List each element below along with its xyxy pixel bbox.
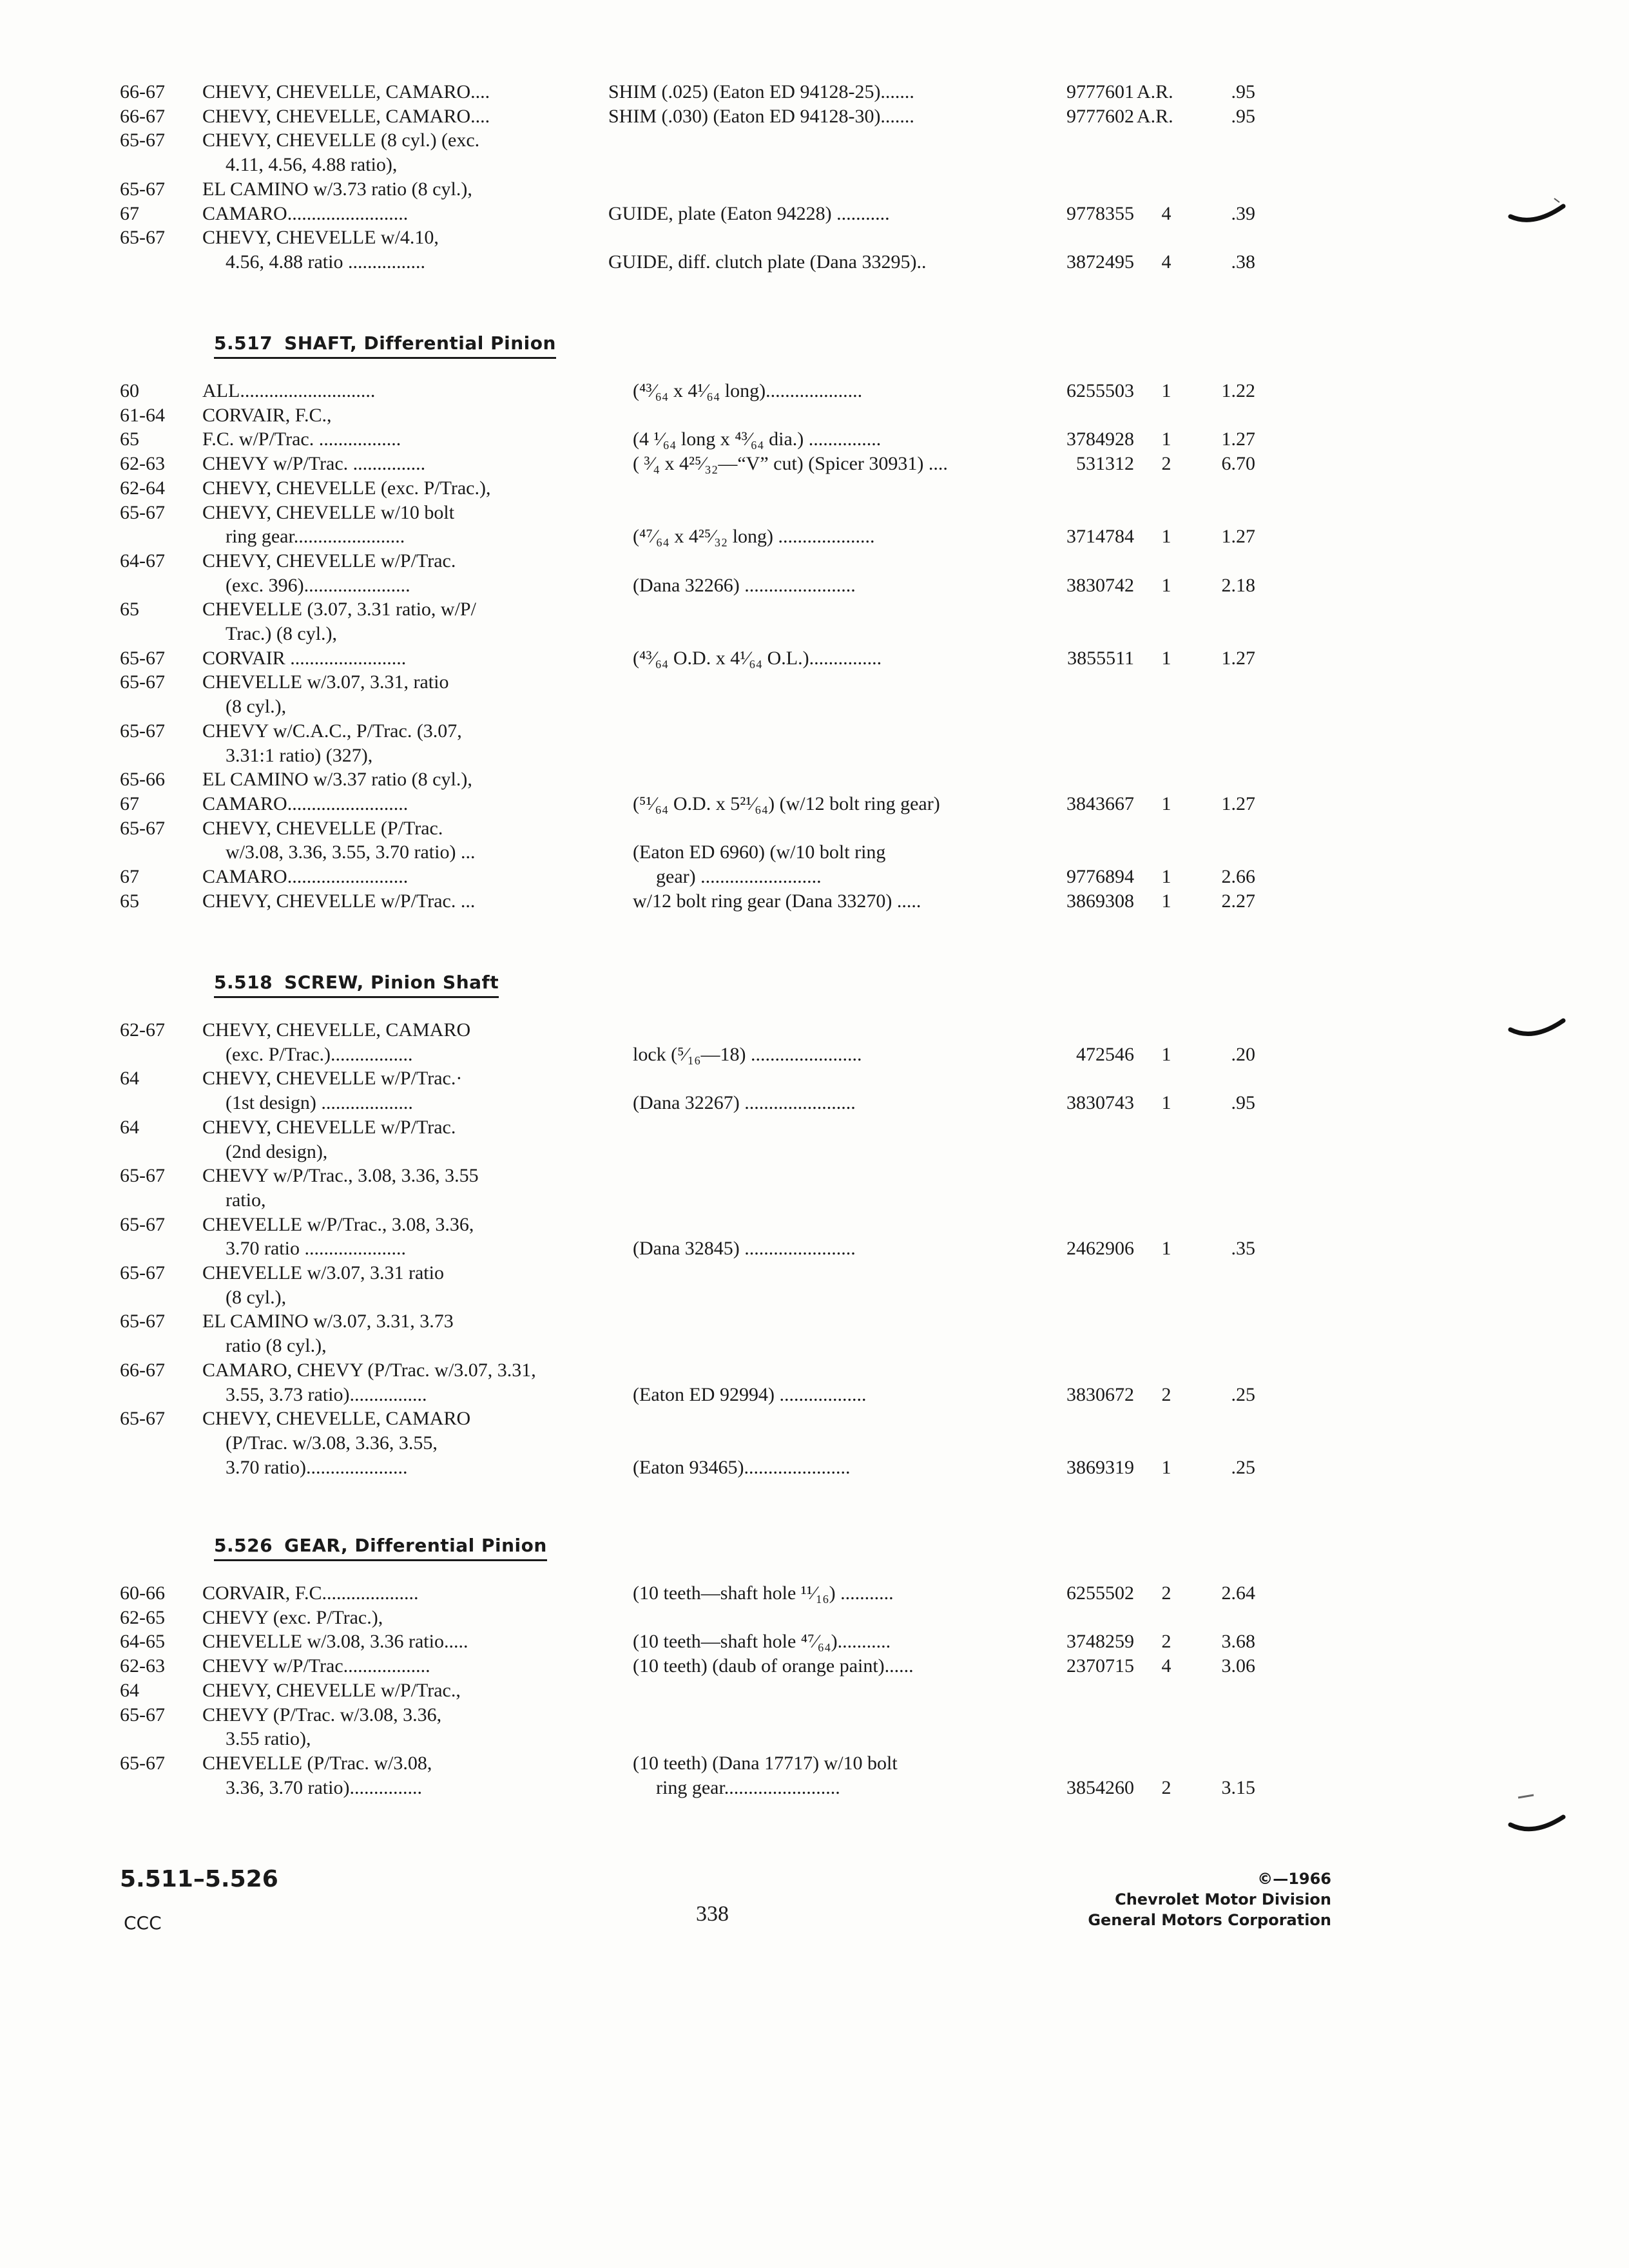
price-cell: 1.27	[1221, 526, 1255, 548]
parts-row	[0, 403, 1629, 428]
price-cell: 2.18	[1221, 574, 1255, 596]
quantity-cell: 1	[1161, 866, 1171, 887]
part-number-cell: 9777601	[1066, 81, 1134, 102]
parts-row	[0, 1776, 1629, 1800]
quantity-cell: 2	[1161, 1383, 1171, 1405]
year-cell: 65-66	[120, 769, 165, 791]
quantity-cell: 4	[1161, 1655, 1171, 1677]
parts-row	[0, 1383, 1629, 1407]
parts-row	[0, 1456, 1629, 1480]
price-cell: 1.22	[1221, 380, 1255, 401]
application-cell: CHEVY w/C.A.C., P/Trac. (3.07,	[202, 720, 462, 742]
description-cell: lock (⁵⁄₁₆—18) .......................	[633, 1043, 862, 1065]
application-cell: CHEVY w/P/Trac., 3.08, 3.36, 3.55	[202, 1165, 479, 1187]
parts-row	[0, 153, 1629, 177]
parts-row	[0, 816, 1629, 841]
parts-row	[0, 1140, 1629, 1164]
year-cell: 67	[120, 866, 139, 887]
year-cell: 65-67	[120, 130, 165, 151]
description-cell: (Eaton 93465)......................	[633, 1456, 851, 1478]
description-cell: gear) .........................	[656, 866, 822, 887]
quantity-cell: 1	[1161, 890, 1171, 912]
parts-row	[0, 128, 1629, 153]
year-cell: 64	[120, 1679, 139, 1701]
parts-row	[0, 840, 1629, 865]
scan-mark-3	[1508, 1791, 1566, 1843]
application-cell: (8 cyl.),	[226, 696, 287, 718]
parts-row	[0, 1066, 1629, 1091]
part-number-cell: 3830743	[1066, 1092, 1134, 1114]
parts-row	[0, 1236, 1629, 1261]
parts-row	[0, 767, 1629, 792]
application-cell: ring gear.......................	[226, 526, 405, 548]
year-cell: 66-67	[120, 81, 165, 102]
price-cell: 3.15	[1221, 1776, 1255, 1798]
year-cell: 62-65	[120, 1606, 165, 1628]
application-cell: ratio,	[226, 1189, 266, 1211]
corporation-name: General Motors Corporation	[1088, 1911, 1331, 1929]
parts-row	[0, 1751, 1629, 1776]
description-cell: (10 teeth) (Dana 17717) w/10 bolt	[633, 1752, 898, 1774]
quantity-cell: 2	[1161, 1776, 1171, 1798]
price-cell: 2.27	[1221, 890, 1255, 912]
application-cell: EL CAMINO w/3.37 ratio (8 cyl.),	[202, 769, 472, 791]
year-cell: 65-67	[120, 671, 165, 693]
price-cell: 2.66	[1221, 866, 1255, 887]
year-cell: 65-67	[120, 817, 165, 839]
price-cell: 3.68	[1221, 1631, 1255, 1653]
application-cell: 3.31:1 ratio) (327),	[226, 744, 373, 766]
price-cell: .95	[1231, 81, 1255, 102]
year-cell: 60-66	[120, 1582, 165, 1604]
scan-mark-2	[1508, 1012, 1566, 1050]
year-cell: 65-67	[120, 1752, 165, 1774]
year-cell: 65-67	[120, 501, 165, 523]
quantity-cell: 4	[1161, 202, 1171, 224]
description-cell: (⁴³⁄₆₄ O.D. x 4¹⁄₆₄ O.L.)...............	[633, 647, 882, 669]
application-cell: ratio (8 cyl.),	[226, 1335, 327, 1357]
quantity-cell: 1	[1161, 574, 1171, 596]
year-cell: 61-64	[120, 404, 165, 426]
price-cell: 6.70	[1221, 453, 1255, 475]
description-cell: GUIDE, diff. clutch plate (Dana 33295)..	[608, 251, 927, 273]
application-cell: CAMARO, CHEVY (P/Trac. w/3.07, 3.31,	[202, 1359, 536, 1381]
parts-row	[0, 792, 1629, 816]
copyright-block	[1088, 1869, 1331, 1930]
quantity-cell: 1	[1161, 1092, 1171, 1114]
part-number-cell: 472546	[1076, 1043, 1134, 1065]
application-cell: CHEVELLE w/P/Trac., 3.08, 3.36,	[202, 1213, 474, 1235]
application-cell: CHEVY, CHEVELLE w/P/Trac. ...	[202, 890, 476, 912]
division-name: Chevrolet Motor Division	[1115, 1890, 1331, 1908]
parts-row	[0, 573, 1629, 598]
section-heading	[214, 330, 556, 359]
application-cell: CORVAIR ........................	[202, 647, 407, 669]
quantity-cell: 2	[1161, 453, 1171, 475]
parts-row	[0, 1285, 1629, 1310]
parts-row	[0, 104, 1629, 129]
parts-row	[0, 744, 1629, 768]
parts-row	[0, 1043, 1629, 1067]
quantity-cell: 1	[1161, 793, 1171, 814]
part-number-cell: 3714784	[1066, 526, 1134, 548]
price-cell: .95	[1231, 1092, 1255, 1114]
parts-row	[0, 549, 1629, 573]
parts-row	[0, 1018, 1629, 1043]
application-cell: CHEVELLE w/3.08, 3.36 ratio.....	[202, 1631, 468, 1653]
part-number-cell: 3855511	[1067, 647, 1134, 669]
application-cell: CHEVY (exc. P/Trac.),	[202, 1606, 383, 1628]
application-cell: CHEVY (P/Trac. w/3.08, 3.36,	[202, 1704, 442, 1725]
part-number-cell: 3748259	[1066, 1631, 1134, 1653]
quantity-cell: A.R.	[1137, 105, 1173, 127]
year-cell: 65-67	[120, 227, 165, 249]
application-cell: CHEVY, CHEVELLE (P/Trac.	[202, 817, 443, 839]
price-cell: 1.27	[1221, 793, 1255, 814]
catalog-code: CCC	[124, 1912, 162, 1934]
year-cell: 66-67	[120, 105, 165, 127]
application-cell: CHEVY, CHEVELLE w/10 bolt	[202, 501, 455, 523]
year-cell: 64-67	[120, 550, 165, 572]
year-cell: 62-63	[120, 1655, 165, 1677]
parts-row	[0, 597, 1629, 622]
part-number-cell: 9778355	[1066, 202, 1134, 224]
price-cell: 1.27	[1221, 428, 1255, 450]
part-number-cell: 3872495	[1066, 251, 1134, 273]
price-cell: .95	[1231, 105, 1255, 127]
section-title: SHAFT, Differential Pinion	[284, 332, 556, 354]
part-number-cell: 531312	[1076, 453, 1134, 475]
parts-row	[0, 1581, 1629, 1606]
price-cell: 3.06	[1221, 1655, 1255, 1677]
application-cell: (exc. P/Trac.).................	[226, 1043, 413, 1065]
application-cell: CORVAIR, F.C....................	[202, 1582, 419, 1604]
application-cell: CHEVY, CHEVELLE, CAMARO....	[202, 81, 490, 102]
application-cell: F.C. w/P/Trac. .................	[202, 428, 401, 450]
application-cell: CHEVY, CHEVELLE w/P/Trac.	[202, 1116, 456, 1138]
description-cell: (Dana 32845) .......................	[633, 1238, 856, 1260]
year-cell: 62-63	[120, 453, 165, 475]
application-cell: CHEVY, CHEVELLE w/4.10,	[202, 227, 439, 249]
parts-row	[0, 202, 1629, 226]
application-cell: (2nd design),	[226, 1140, 328, 1162]
application-cell: CHEVY, CHEVELLE w/P/Trac.·	[202, 1068, 463, 1090]
application-cell: ALL............................	[202, 380, 376, 401]
year-cell: 65-67	[120, 1213, 165, 1235]
quantity-cell: 1	[1161, 1456, 1171, 1478]
application-cell: CHEVELLE (3.07, 3.31 ratio, w/P/	[202, 599, 476, 620]
application-cell: CHEVY w/P/Trac..................	[202, 1655, 430, 1677]
quantity-cell: 1	[1161, 1238, 1171, 1260]
description-cell: (10 teeth) (daub of orange paint)......	[633, 1655, 914, 1677]
section-heading	[214, 969, 499, 998]
application-cell: CHEVY w/P/Trac. ...............	[202, 453, 426, 475]
part-number-cell: 6255503	[1066, 380, 1134, 401]
section-title: GEAR, Differential Pinion	[284, 1535, 547, 1556]
application-cell: CHEVELLE w/3.07, 3.31, ratio	[202, 671, 449, 693]
year-cell: 62-67	[120, 1019, 165, 1041]
application-cell: 3.55 ratio),	[226, 1728, 311, 1750]
parts-row	[0, 1727, 1629, 1751]
section-range: 5.511–5.526	[120, 1866, 278, 1892]
price-cell: .20	[1231, 1043, 1255, 1065]
year-cell: 65-67	[120, 720, 165, 742]
application-cell: 3.70 ratio .....................	[226, 1238, 406, 1260]
quantity-cell: 2	[1161, 1582, 1171, 1604]
quantity-cell: 1	[1161, 380, 1171, 401]
description-cell: (Eaton ED 6960) (w/10 bolt ring	[633, 841, 886, 863]
part-number-cell: 3854260	[1066, 1776, 1134, 1798]
application-cell: 4.11, 4.56, 4.88 ratio),	[226, 154, 398, 176]
description-cell: (⁵¹⁄₆₄ O.D. x 5²¹⁄₆₄) (w/12 bolt ring gear)	[633, 793, 940, 814]
description-cell: (Dana 32266) .......................	[633, 574, 856, 596]
description-cell: (⁴³⁄₆₄ x 4¹⁄₆₄ long)....................	[633, 380, 863, 401]
description-cell: ( ³⁄₄ x 4²⁵⁄₃₂—“V” cut) (Spicer 30931) ....	[633, 453, 948, 475]
application-cell: CHEVY, CHEVELLE w/P/Trac.	[202, 550, 456, 572]
section-number: 5.517	[214, 332, 273, 354]
year-cell: 65-67	[120, 1704, 165, 1725]
section-number: 5.526	[214, 1535, 273, 1556]
parts-row	[0, 1213, 1629, 1237]
application-cell: 3.55, 3.73 ratio)................	[226, 1383, 427, 1405]
part-number-cell: 9776894	[1066, 866, 1134, 887]
copyright-year: ©—1966	[1257, 1870, 1331, 1888]
description-cell: (10 teeth—shaft hole ¹¹⁄₁₆) ...........	[633, 1582, 894, 1604]
part-number-cell: 3843667	[1066, 793, 1134, 814]
part-number-cell: 3869319	[1066, 1456, 1134, 1478]
year-cell: 64	[120, 1068, 139, 1090]
scan-mark-1	[1508, 193, 1566, 232]
application-cell: 3.36, 3.70 ratio)...............	[226, 1776, 422, 1798]
parts-row	[0, 1629, 1629, 1654]
quantity-cell: 1	[1161, 428, 1171, 450]
application-cell: CAMARO.........................	[202, 202, 409, 224]
application-cell: w/3.08, 3.36, 3.55, 3.70 ratio) ...	[226, 841, 476, 863]
part-number-cell: 2462906	[1066, 1238, 1134, 1260]
year-cell: 67	[120, 793, 139, 814]
description-cell: ring gear........................	[656, 1776, 840, 1798]
parts-row	[0, 1606, 1629, 1630]
application-cell: CHEVY, CHEVELLE w/P/Trac.,	[202, 1679, 461, 1701]
quantity-cell: 1	[1161, 1043, 1171, 1065]
quantity-cell: 4	[1161, 251, 1171, 273]
description-cell: GUIDE, plate (Eaton 94228) ...........	[608, 202, 890, 224]
application-cell: EL CAMINO w/3.73 ratio (8 cyl.),	[202, 178, 472, 200]
application-cell: CHEVY, CHEVELLE, CAMARO	[202, 1019, 471, 1041]
parts-row	[0, 1164, 1629, 1188]
parts-row	[0, 80, 1629, 104]
year-cell: 66-67	[120, 1359, 165, 1381]
year-cell: 67	[120, 202, 139, 224]
parts-row	[0, 1703, 1629, 1727]
year-cell: 64-65	[120, 1631, 165, 1653]
application-cell: Trac.) (8 cyl.),	[226, 623, 338, 644]
price-cell: .35	[1231, 1238, 1255, 1260]
parts-row	[0, 501, 1629, 525]
year-cell: 62-64	[120, 477, 165, 499]
year-cell: 65-67	[120, 1165, 165, 1187]
description-cell: SHIM (.025) (Eaton ED 94128-25).......	[608, 81, 914, 102]
parts-row	[0, 1115, 1629, 1140]
year-cell: 64	[120, 1116, 139, 1138]
parts-row	[0, 622, 1629, 646]
year-cell: 65-67	[120, 647, 165, 669]
part-number-cell: 3869308	[1066, 890, 1134, 912]
parts-row	[0, 250, 1629, 274]
parts-row	[0, 226, 1629, 250]
application-cell: (8 cyl.),	[226, 1286, 287, 1308]
quantity-cell: 2	[1161, 1631, 1171, 1653]
section-heading	[214, 1532, 547, 1561]
application-cell: CORVAIR, F.C.,	[202, 404, 332, 426]
part-number-cell: 9777602	[1066, 105, 1134, 127]
description-cell: SHIM (.030) (Eaton ED 94128-30).......	[608, 105, 914, 127]
parts-row	[0, 719, 1629, 744]
description-cell: w/12 bolt ring gear (Dana 33270) .....	[633, 890, 921, 912]
parts-row	[0, 1091, 1629, 1115]
price-cell: .39	[1231, 202, 1255, 224]
parts-row	[0, 452, 1629, 476]
application-cell: (exc. 396)......................	[226, 574, 410, 596]
parts-row	[0, 427, 1629, 452]
price-cell: 1.27	[1221, 647, 1255, 669]
part-number-cell: 6255502	[1066, 1582, 1134, 1604]
price-cell: 2.64	[1221, 1582, 1255, 1604]
application-cell: 3.70 ratio).....................	[226, 1456, 408, 1478]
parts-row	[0, 1261, 1629, 1285]
year-cell: 65	[120, 890, 139, 912]
part-number-cell: 3830672	[1066, 1383, 1134, 1405]
application-cell: CHEVELLE w/3.07, 3.31 ratio	[202, 1262, 444, 1283]
parts-row	[0, 889, 1629, 914]
section-title: SCREW, Pinion Shaft	[284, 972, 499, 993]
application-cell: CHEVY, CHEVELLE, CAMARO	[202, 1408, 471, 1430]
parts-row	[0, 1188, 1629, 1213]
parts-row	[0, 865, 1629, 889]
application-cell: (1st design) ...................	[226, 1092, 413, 1114]
description-cell: (Eaton ED 92994) ..................	[633, 1383, 867, 1405]
part-number-cell: 3784928	[1066, 428, 1134, 450]
application-cell: (P/Trac. w/3.08, 3.36, 3.55,	[226, 1432, 438, 1454]
parts-row	[0, 1654, 1629, 1678]
quantity-cell: 1	[1161, 647, 1171, 669]
year-cell: 65-67	[120, 1408, 165, 1430]
description-cell: (⁴⁷⁄₆₄ x 4²⁵⁄₃₂ long) ....................	[633, 526, 875, 548]
parts-row	[0, 670, 1629, 695]
parts-row	[0, 1358, 1629, 1383]
year-cell: 60	[120, 380, 139, 401]
parts-row	[0, 177, 1629, 202]
application-cell: CAMARO.........................	[202, 866, 409, 887]
price-cell: .25	[1231, 1383, 1255, 1405]
year-cell: 65	[120, 599, 139, 620]
parts-row	[0, 1431, 1629, 1456]
part-number-cell: 2370715	[1066, 1655, 1134, 1677]
price-cell: .38	[1231, 251, 1255, 273]
application-cell: EL CAMINO w/3.07, 3.31, 3.73	[202, 1311, 454, 1332]
price-cell: .25	[1231, 1456, 1255, 1478]
parts-row	[0, 695, 1629, 719]
section-number: 5.518	[214, 972, 273, 993]
description-cell: (4 ¹⁄₆₄ long x ⁴³⁄₆₄ dia.) ...............	[633, 428, 882, 450]
parts-row	[0, 1309, 1629, 1334]
application-cell: CHEVY, CHEVELLE, CAMARO....	[202, 105, 490, 127]
quantity-cell: 1	[1161, 526, 1171, 548]
parts-row	[0, 1678, 1629, 1703]
parts-row	[0, 476, 1629, 501]
page-number: 338	[696, 1902, 729, 1926]
parts-row	[0, 524, 1629, 549]
year-cell: 65-67	[120, 1262, 165, 1283]
application-cell: CAMARO.........................	[202, 793, 409, 814]
parts-row	[0, 379, 1629, 403]
quantity-cell: A.R.	[1137, 81, 1173, 102]
part-number-cell: 3830742	[1066, 574, 1134, 596]
year-cell: 65-67	[120, 178, 165, 200]
parts-row	[0, 646, 1629, 671]
parts-row	[0, 1407, 1629, 1431]
description-cell: (Dana 32267) .......................	[633, 1092, 856, 1114]
application-cell: 4.56, 4.88 ratio ................	[226, 251, 425, 273]
application-cell: CHEVY, CHEVELLE (8 cyl.) (exc.	[202, 130, 480, 151]
description-cell: (10 teeth—shaft hole ⁴⁷⁄₆₄)...........	[633, 1631, 891, 1653]
year-cell: 65	[120, 428, 139, 450]
application-cell: CHEVELLE (P/Trac. w/3.08,	[202, 1752, 432, 1774]
parts-row	[0, 1334, 1629, 1358]
application-cell: CHEVY, CHEVELLE (exc. P/Trac.),	[202, 477, 491, 499]
year-cell: 65-67	[120, 1311, 165, 1332]
